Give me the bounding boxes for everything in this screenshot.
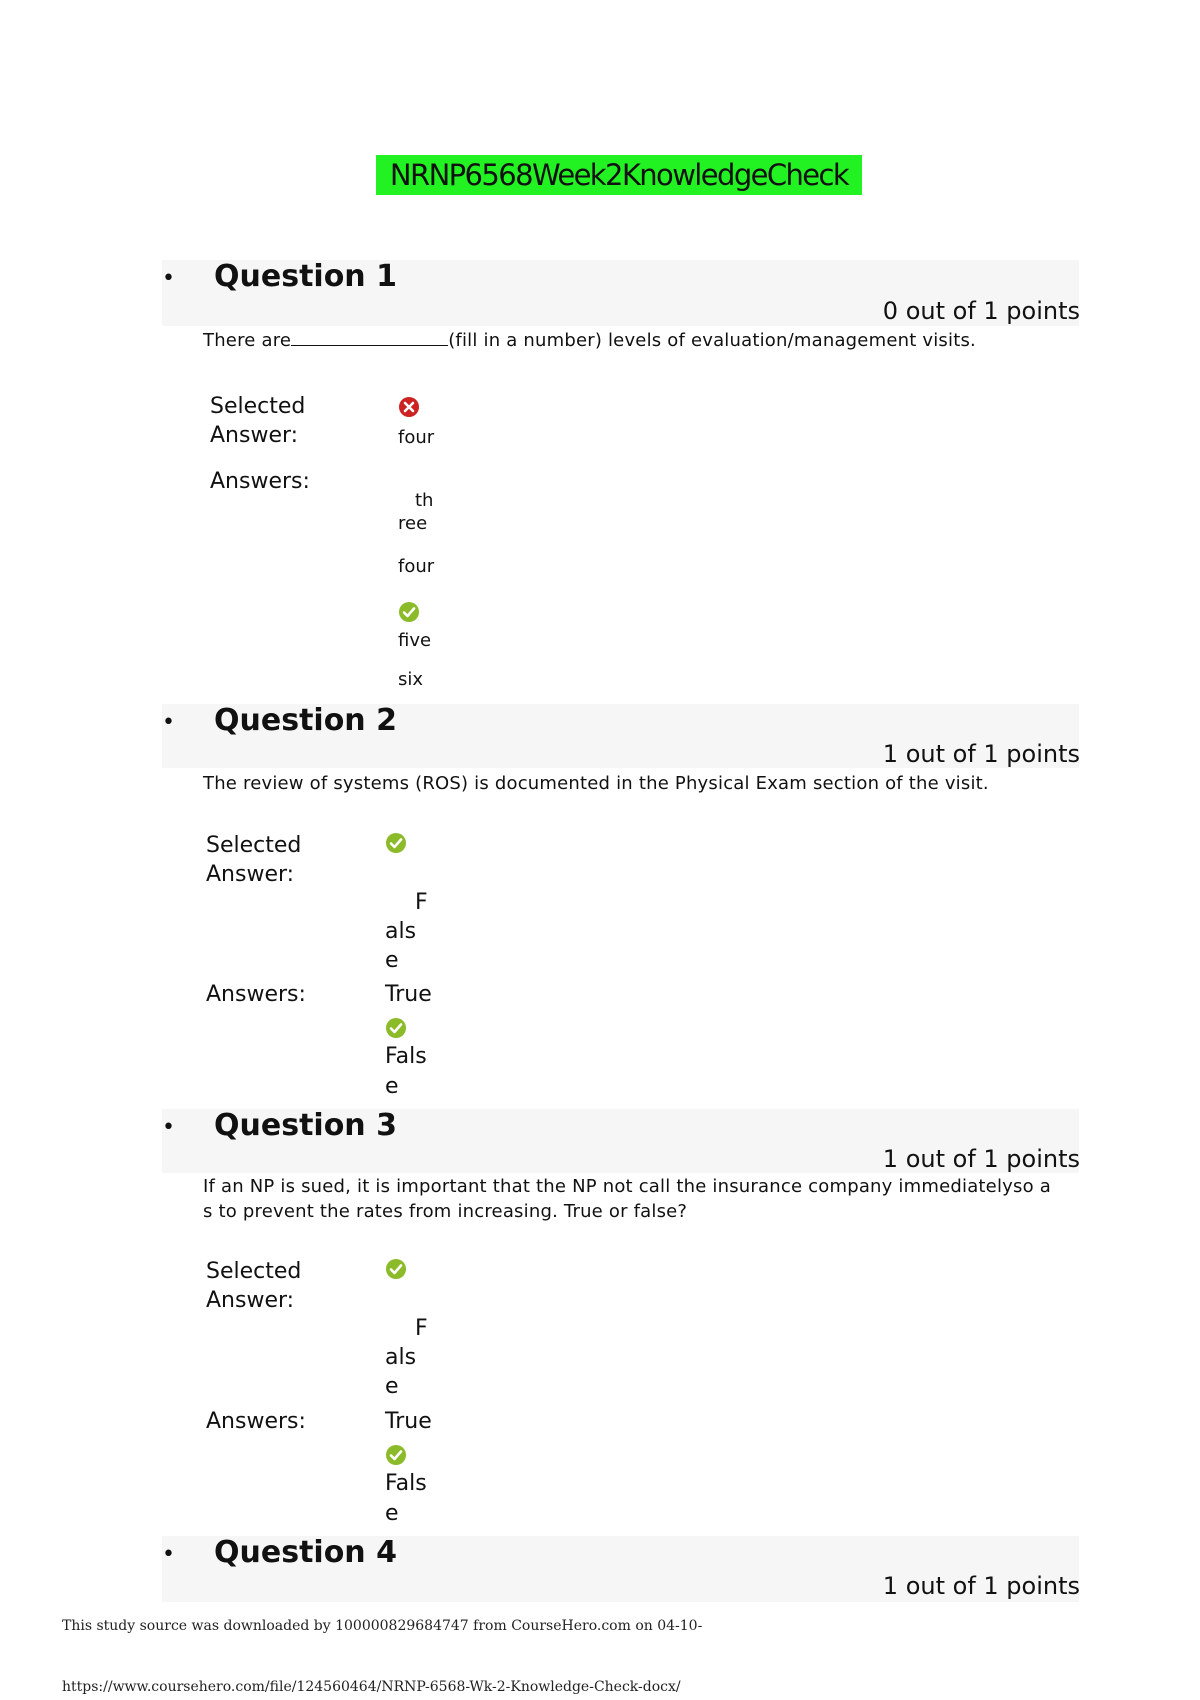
answer-option: True bbox=[385, 982, 432, 1007]
answer-option-correct: Fals bbox=[385, 1044, 427, 1069]
question-text-before: There are bbox=[203, 330, 292, 351]
answer-option: True bbox=[385, 1409, 432, 1434]
bullet: • bbox=[162, 1542, 175, 1567]
footer-download-note: This study source was downloaded by 100000829684747 from CourseHero.com on 04-10- bbox=[62, 1618, 703, 1634]
bullet: • bbox=[162, 266, 175, 291]
correct-icon bbox=[385, 1258, 407, 1280]
question-title: Question 3 bbox=[214, 1108, 397, 1143]
bullet: • bbox=[162, 710, 175, 735]
correct-icon bbox=[385, 832, 407, 854]
selected-answer-value: four bbox=[398, 427, 435, 448]
selected-answer-part: F bbox=[415, 1316, 428, 1341]
question-title: Question 1 bbox=[214, 259, 397, 294]
answers-label: Answers: bbox=[206, 1409, 306, 1434]
page-title: NRNP6568Week2KnowledgeCheck bbox=[376, 155, 862, 195]
question-points: 1 out of 1 points bbox=[882, 740, 1080, 768]
bullet: • bbox=[162, 1115, 175, 1140]
answer-option-correct: five bbox=[398, 630, 432, 651]
answer-option-correct: e bbox=[385, 1501, 399, 1526]
selected-answer-part: F bbox=[415, 890, 428, 915]
question-text: If an NP is sued, it is important that the NP not call the insurance company immediatelyso a s to prevent the rates from increasing. True or false? bbox=[203, 1176, 1051, 1222]
incorrect-icon bbox=[398, 396, 420, 418]
answer-option: th bbox=[415, 490, 434, 511]
correct-icon bbox=[385, 1017, 407, 1039]
selected-answer-part: e bbox=[385, 1374, 399, 1399]
answer-option: six bbox=[398, 669, 424, 690]
correct-icon bbox=[398, 601, 420, 623]
fill-in-blank bbox=[291, 327, 448, 346]
selected-answer-label: Selected Answer: bbox=[210, 394, 306, 448]
answers-label: Answers: bbox=[210, 469, 310, 494]
question-points: 1 out of 1 points bbox=[882, 1572, 1080, 1600]
correct-icon bbox=[385, 1444, 407, 1466]
selected-answer-label: Selected Answer: bbox=[206, 833, 302, 887]
question-points: 1 out of 1 points bbox=[882, 1145, 1080, 1173]
question-text: The review of systems (ROS) is documented in the Physical Exam section of the visit. bbox=[203, 773, 989, 794]
answer-option: ree bbox=[398, 513, 428, 534]
footer-source-url[interactable]: https://www.coursehero.com/file/124560464/NRNP-6568-Wk-2-Knowledge-Check-docx/ bbox=[62, 1679, 681, 1695]
question-text bbox=[203, 327, 976, 353]
selected-answer-part: e bbox=[385, 948, 399, 973]
answer-option: four bbox=[398, 556, 435, 577]
question-points: 0 out of 1 points bbox=[882, 297, 1080, 325]
selected-answer-label: Selected Answer: bbox=[206, 1259, 302, 1313]
selected-answer-part: als bbox=[385, 919, 417, 944]
question-title: Question 4 bbox=[214, 1535, 397, 1570]
question-title: Question 2 bbox=[214, 703, 397, 738]
answer-option-correct: Fals bbox=[385, 1471, 427, 1496]
answers-label: Answers: bbox=[206, 982, 306, 1007]
question-text-after: (fill in a number) levels of evaluation/management visits. bbox=[448, 330, 976, 351]
answer-option-correct: e bbox=[385, 1074, 399, 1099]
selected-answer-part: als bbox=[385, 1345, 417, 1370]
